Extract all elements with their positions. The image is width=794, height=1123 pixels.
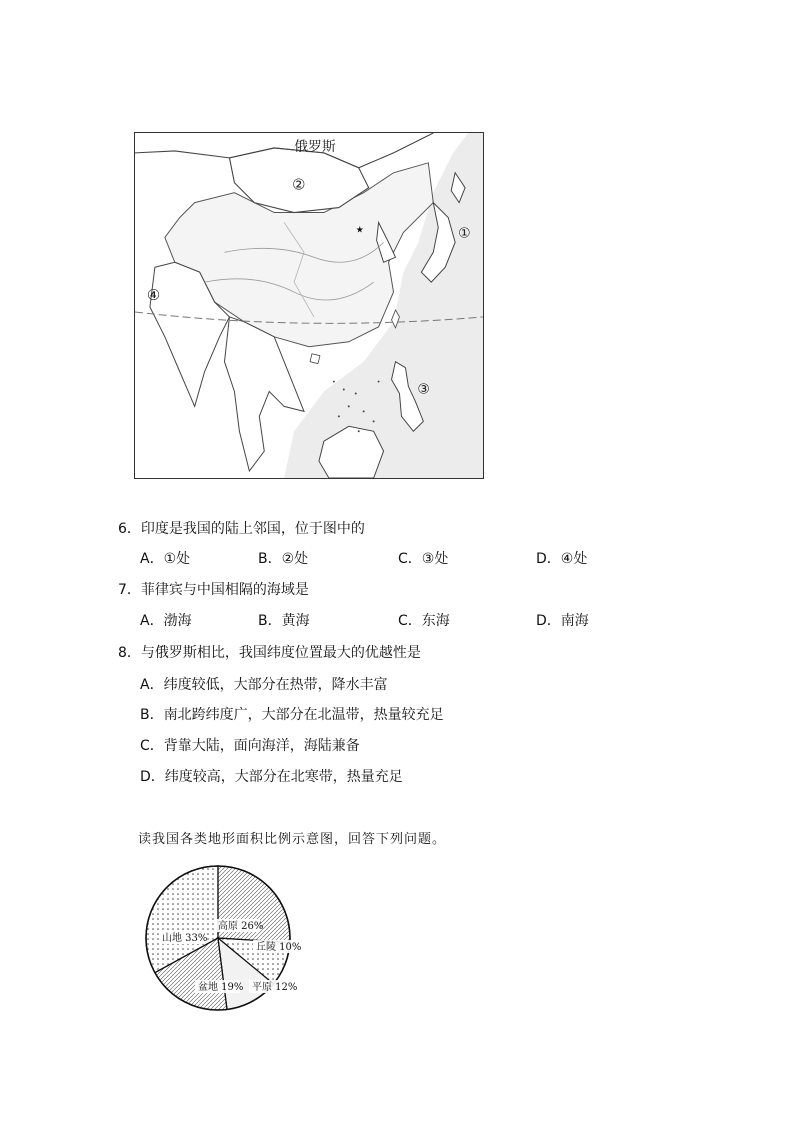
marker-2: ② <box>292 175 306 194</box>
pie-svg <box>126 862 310 1014</box>
marker-3: ③ <box>417 381 430 398</box>
q8-option-c[interactable]: C．背靠大陆，面向海洋，海陆兼备 <box>140 738 360 754</box>
pie-label-4: 盆地 19% <box>198 982 244 993</box>
q7-option-a[interactable]: A．渤海 <box>140 613 192 629</box>
q8-option-a[interactable]: A．纬度较低，大部分在热带，降水丰富 <box>140 677 388 693</box>
pie-label-2: 丘陵 10% <box>256 942 302 953</box>
q7-option-c[interactable]: C．东海 <box>398 613 450 629</box>
q6-option-a[interactable]: A．①处 <box>140 551 191 567</box>
pie-label-1: 高原 26% <box>218 921 264 932</box>
pie-label-0: 山地 33% <box>162 933 208 944</box>
q8-option-d[interactable]: D．纬度较高，大部分在北寒带，热量充足 <box>140 769 403 785</box>
marker-4: ④ <box>146 286 161 305</box>
label-russia: 俄罗斯 <box>294 139 336 155</box>
q6-option-c[interactable]: C．③处 <box>398 551 449 567</box>
map-drawing <box>135 133 483 478</box>
question-7-stem: 7．菲律宾与中国相隔的海域是 <box>118 582 309 598</box>
q7-option-d[interactable]: D．南海 <box>536 613 589 629</box>
asia-map <box>134 132 484 479</box>
question-6-stem: 6．印度是我国的陆上邻国，位于图中的 <box>118 521 365 537</box>
q8-option-b[interactable]: B．南北跨纬度广，大部分在北温带，热量较充足 <box>140 707 444 723</box>
landform-pie-chart <box>126 862 310 1014</box>
q6-option-d[interactable]: D．④处 <box>536 551 588 567</box>
pie-label-3: 平原 12% <box>252 982 298 993</box>
q6-option-b[interactable]: B．②处 <box>258 551 309 567</box>
figure-intro: 读我国各类地形面积比例示意图，回答下列问题。 <box>138 832 447 847</box>
capital-star-icon: ★ <box>355 225 364 236</box>
question-8-stem: 8．与俄罗斯相比，我国纬度位置最大的优越性是 <box>118 645 421 661</box>
q7-option-b[interactable]: B．黄海 <box>258 613 310 629</box>
marker-1: ① <box>458 225 471 242</box>
